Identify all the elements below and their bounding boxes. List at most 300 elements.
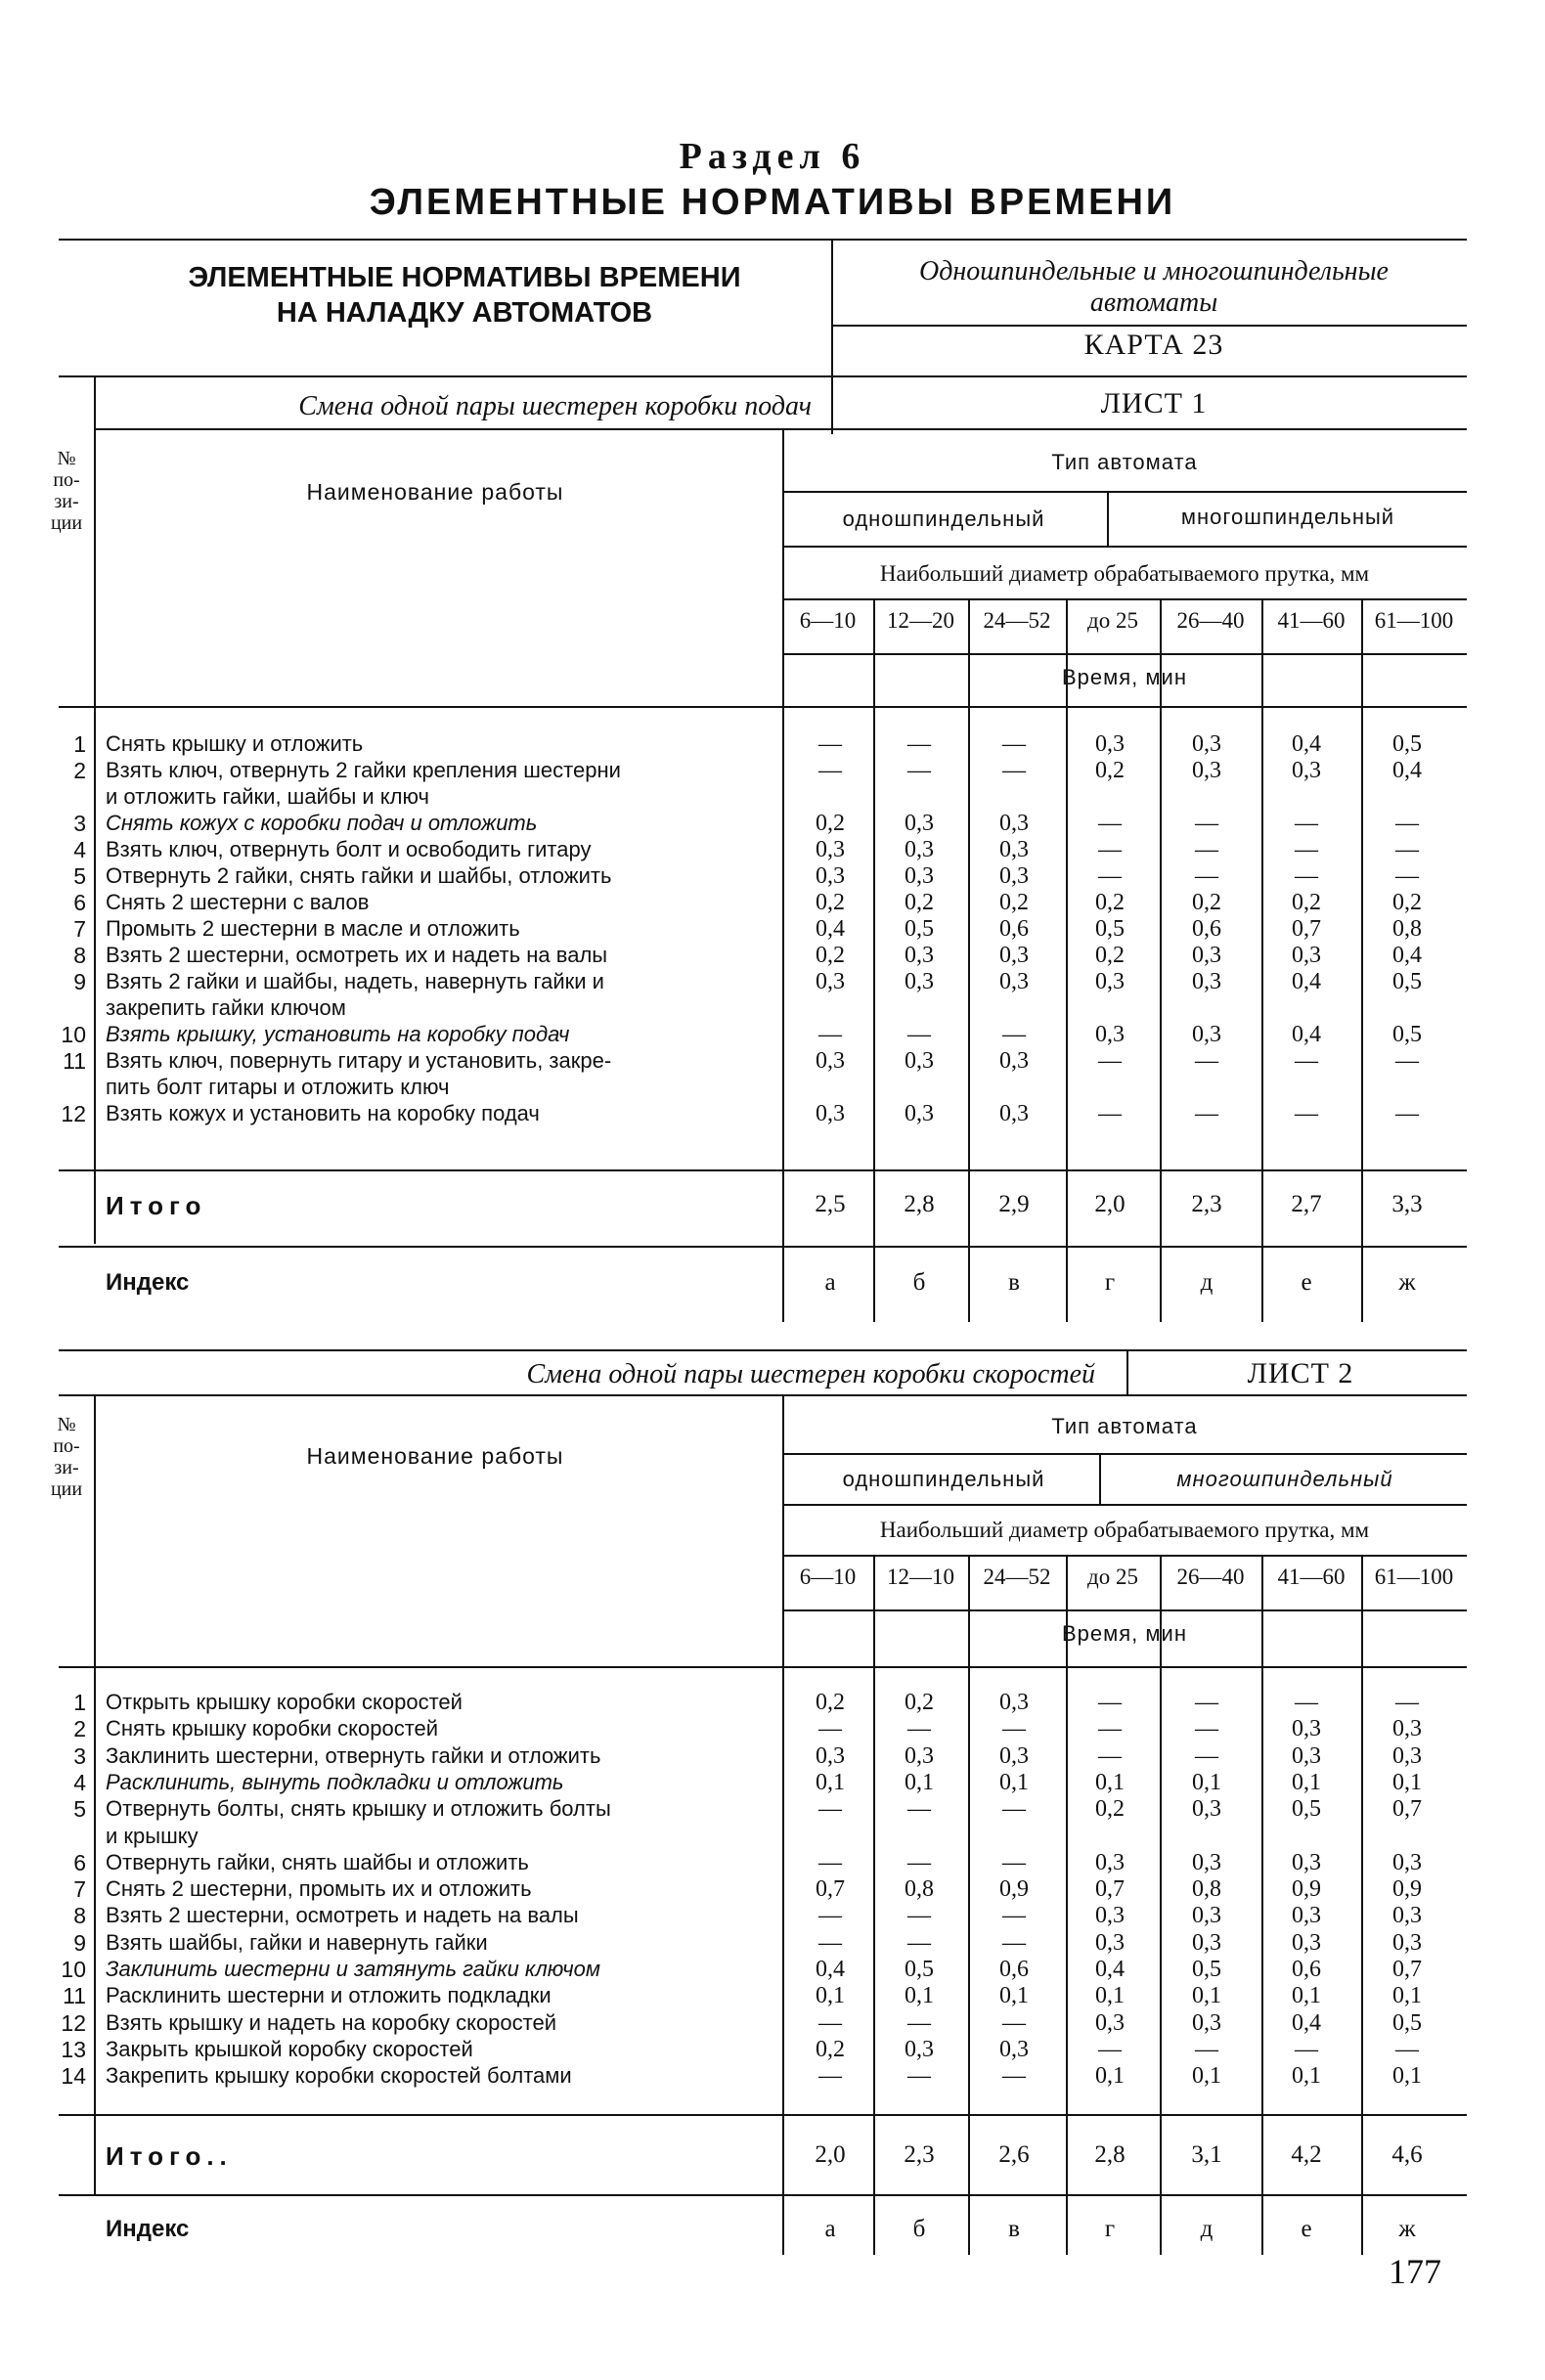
- s1-data-col-line-5: [1361, 598, 1363, 1322]
- work-name: Взять ключ, повернуть гитару и установить, закре-: [106, 1048, 612, 1073]
- time-value: 0,1: [816, 1769, 845, 1795]
- s2-total-1: 2,3: [904, 2141, 935, 2168]
- work-name: Открыть крышку коробки скоростей: [106, 1690, 463, 1714]
- sheet2-title-rule: [59, 1394, 1467, 1396]
- page-number: 177: [1389, 2252, 1441, 2291]
- sheet2-title-divider: [1126, 1349, 1128, 1394]
- sheet2-single-header: одношпиндельный: [842, 1467, 1045, 1491]
- time-value: 0,2: [816, 2036, 845, 2062]
- time-value: —: [818, 1929, 842, 1956]
- time-value: —: [818, 1903, 842, 1929]
- time-value: 0,7: [1392, 1796, 1422, 1823]
- time-value: 0,3: [999, 1048, 1029, 1074]
- sheet1-total-bottom-rule: [59, 1246, 1467, 1248]
- table-row: [0, 1101, 1545, 1126]
- header-right-title: [841, 256, 1467, 319]
- time-value: 0,1: [1292, 1769, 1321, 1795]
- time-value: —: [1295, 837, 1318, 862]
- work-name: Взять ключ, отвернуть болт и освободить гитару: [106, 837, 592, 861]
- time-value: 0,3: [1392, 1903, 1422, 1929]
- time-value: 0,3: [999, 1690, 1029, 1715]
- time-value: —: [1002, 1929, 1026, 1956]
- table-row: [0, 784, 1545, 810]
- time-value: 0,1: [999, 1769, 1029, 1795]
- s2-index-0: а: [824, 2216, 836, 2242]
- s1-data-col-line-3: [1160, 598, 1162, 1322]
- time-value: 0,3: [1292, 1929, 1321, 1956]
- time-value: 0,3: [905, 1742, 934, 1769]
- time-value: —: [1295, 1048, 1318, 1074]
- table-row: [0, 1824, 1545, 1849]
- time-value: —: [1098, 863, 1122, 889]
- time-value: 0,3: [1192, 758, 1221, 783]
- time-value: 0,6: [1292, 1957, 1321, 1982]
- s2-index-5: е: [1301, 2216, 1312, 2242]
- s1-range-1: 12—20: [887, 608, 954, 633]
- time-value: 0,3: [1095, 2009, 1125, 2036]
- sheet1-title: Смена одной пары шестерен коробки подач: [298, 391, 812, 421]
- time-value: 0,5: [905, 1957, 934, 1982]
- time-value: 0,8: [1392, 916, 1422, 942]
- s1-range-2: 24—52: [983, 608, 1051, 633]
- work-name: Отвернуть болты, снять крышку и отложить болты: [106, 1796, 611, 1822]
- time-value: 0,2: [1192, 890, 1221, 915]
- position-number: 12: [61, 1101, 86, 1126]
- sheet2-total-bottom-rule: [59, 2194, 1467, 2196]
- work-name: Снять 2 шестерни с валов: [106, 890, 370, 914]
- position-number: 4: [73, 1769, 86, 1795]
- s1-range-0: 6—10: [799, 608, 857, 633]
- header-left-title-line1: ЭЛЕМЕНТНЫЕ НОРМАТИВЫ ВРЕМЕНИ: [188, 262, 741, 293]
- s2-total-0: 2,0: [815, 2141, 846, 2168]
- time-value: —: [818, 731, 842, 757]
- s1-index-6: ж: [1398, 1269, 1416, 1296]
- s2-total-2: 2,6: [998, 2141, 1030, 2168]
- time-value: 0,5: [1392, 731, 1422, 757]
- time-value: 0,3: [999, 1742, 1029, 1769]
- s1-range-4: 26—40: [1176, 608, 1245, 633]
- time-value: 0,2: [905, 890, 934, 915]
- num-header-l4: ции: [50, 1478, 83, 1500]
- s2-data-col-line-4: [1261, 1555, 1263, 2255]
- position-number: 9: [73, 969, 86, 994]
- s2-data-col-line-0: [873, 1555, 875, 2255]
- time-value: —: [1002, 2063, 1026, 2090]
- time-value: —: [1195, 1716, 1218, 1742]
- work-name: Заклинить шестерни, отвернуть гайки и отложить: [106, 1742, 601, 1768]
- time-value: —: [1098, 837, 1122, 862]
- time-value: 0,3: [1292, 1742, 1321, 1769]
- table-row: [0, 837, 1545, 862]
- work-name: Расклинить шестерни и отложить подкладки: [106, 1983, 552, 2008]
- time-value: 0,3: [905, 863, 934, 889]
- time-value: —: [1098, 1716, 1122, 1742]
- time-value: 0,3: [905, 969, 934, 994]
- position-number: 1: [73, 731, 86, 757]
- position-number: 3: [73, 811, 86, 836]
- position-number: 11: [63, 1983, 86, 2009]
- time-value: 0,3: [1392, 1716, 1422, 1742]
- time-value: 0,3: [1192, 1903, 1221, 1929]
- time-value: 0,3: [905, 2036, 934, 2062]
- position-number: 7: [73, 1876, 86, 1903]
- time-value: 0,2: [816, 1690, 845, 1715]
- sheet2-header-bottom-rule: [59, 1666, 1467, 1668]
- table-row: [0, 1930, 1545, 1956]
- position-number: 3: [73, 1742, 86, 1769]
- time-value: 0,1: [1192, 2063, 1221, 2090]
- table-row: [0, 995, 1545, 1021]
- time-value: 0,4: [1292, 1022, 1321, 1047]
- num-header-l1: №: [57, 448, 76, 469]
- time-value: 0,1: [816, 1983, 845, 2009]
- time-value: 0,2: [905, 1690, 934, 1715]
- time-value: 0,2: [816, 943, 845, 968]
- s2-data-col-line-1: [968, 1555, 970, 2255]
- position-number: 6: [73, 1849, 86, 1875]
- s2-index-1: б: [912, 2216, 926, 2242]
- table-row: [0, 811, 1545, 836]
- time-value: 0,1: [999, 1983, 1029, 2009]
- time-value: 0,3: [905, 811, 934, 836]
- time-value: 0,1: [1192, 1769, 1221, 1795]
- s2-num-col-line: [94, 1394, 96, 2196]
- s1-data-col-line-0: [873, 598, 875, 1322]
- sheet1-title-rule: [94, 428, 1467, 430]
- time-value: —: [1295, 1690, 1318, 1715]
- time-value: 0,3: [1392, 1742, 1422, 1769]
- table-row: [0, 1690, 1545, 1715]
- work-name: Взять 2 шестерни, осмотреть и надеть на валы: [106, 1903, 579, 1928]
- time-value: 0,3: [1292, 1716, 1321, 1742]
- sheet2-type-rule: [782, 1453, 1467, 1455]
- time-value: 0,5: [1292, 1796, 1321, 1823]
- table-row: [0, 1716, 1545, 1741]
- time-value: —: [1098, 2036, 1122, 2062]
- time-value: 0,3: [1095, 731, 1125, 757]
- time-value: —: [1195, 811, 1218, 836]
- s2-index-4: д: [1200, 2216, 1214, 2242]
- num-header-l1: №: [57, 1414, 76, 1435]
- time-value: 0,3: [1192, 943, 1221, 968]
- time-value: 0,3: [999, 811, 1029, 836]
- time-value: 0,4: [1292, 969, 1321, 994]
- header-top-rule: [59, 239, 1467, 241]
- time-value: —: [907, 1716, 931, 1742]
- time-value: 0,2: [1095, 890, 1125, 915]
- s2-total-4: 3,1: [1191, 2141, 1222, 2168]
- table-row: [0, 2037, 1545, 2062]
- s1-range-6: 61—100: [1374, 608, 1454, 633]
- work-name: Снять 2 шестерни, промыть их и отложить: [106, 1876, 532, 1902]
- s2-range-3: до 25: [1087, 1565, 1138, 1589]
- time-value: 0,7: [816, 1876, 845, 1903]
- time-value: 0,3: [905, 1048, 934, 1074]
- table-row: [0, 916, 1545, 942]
- time-value: —: [1002, 1022, 1026, 1047]
- time-value: 0,3: [1292, 758, 1321, 783]
- time-value: 0,2: [1292, 890, 1321, 915]
- time-value: —: [907, 1022, 931, 1047]
- sheet2-group-divider: [1099, 1453, 1101, 1504]
- table-row: [0, 758, 1545, 783]
- s1-data-col-line-1: [968, 598, 970, 1322]
- time-value: 0,1: [1392, 2063, 1422, 2090]
- table-row: [0, 1983, 1545, 2008]
- time-value: 0,1: [1392, 1983, 1422, 2009]
- time-value: 0,9: [1392, 1876, 1422, 1903]
- time-value: 0,3: [999, 969, 1029, 994]
- sheet1-range-rule: [782, 653, 1467, 655]
- time-value: 0,4: [1292, 731, 1321, 757]
- sheet2-time-header: Время, мин: [1062, 1621, 1187, 1646]
- time-value: —: [818, 1849, 842, 1875]
- time-value: —: [907, 1796, 931, 1823]
- position-number: 10: [61, 1022, 86, 1047]
- time-value: 0,9: [999, 1876, 1029, 1903]
- time-value: 0,3: [999, 837, 1029, 862]
- time-value: —: [1195, 2036, 1218, 2062]
- num-header-l3: зи-: [54, 491, 79, 512]
- time-value: —: [1002, 731, 1026, 757]
- time-value: —: [818, 758, 842, 783]
- time-value: —: [1002, 758, 1026, 783]
- position-number: 2: [73, 1716, 86, 1742]
- sheet2-index-label: Индекс: [106, 2216, 190, 2242]
- work-name: Взять ключ, отвернуть 2 гайки крепления шестерни: [106, 758, 621, 782]
- time-value: —: [818, 2063, 842, 2090]
- time-value: —: [1395, 1690, 1419, 1715]
- sheet2-multi-header: многошпиндельный: [1176, 1467, 1393, 1491]
- work-name: Отвернуть 2 гайки, снять гайки и шайбы, отложить: [106, 863, 612, 888]
- position-number: 6: [73, 890, 86, 915]
- time-value: 0,6: [1192, 916, 1221, 942]
- s2-range-6: 61—100: [1374, 1565, 1454, 1589]
- time-value: 0,2: [1095, 758, 1125, 783]
- time-value: 0,3: [1292, 943, 1321, 968]
- header-right-line2: автоматы: [1089, 287, 1218, 318]
- time-value: —: [907, 1929, 931, 1956]
- table-row: [0, 1770, 1545, 1795]
- sheet1-header-bottom-rule: [59, 706, 1467, 708]
- time-value: —: [1395, 837, 1419, 862]
- time-value: 0,2: [999, 890, 1029, 915]
- sheet2-diameter-rule: [782, 1555, 1467, 1557]
- time-value: —: [1195, 1690, 1218, 1715]
- s2-index-3: г: [1104, 2216, 1116, 2242]
- s2-name-col-line: [782, 1394, 784, 2255]
- time-value: 0,3: [816, 1742, 845, 1769]
- time-value: 0,2: [1392, 890, 1422, 915]
- time-value: —: [1395, 1048, 1419, 1074]
- time-value: —: [818, 1796, 842, 1823]
- s1-index-5: е: [1301, 1269, 1312, 1296]
- position-number: 8: [73, 943, 86, 968]
- time-value: 0,3: [816, 1101, 845, 1126]
- time-value: 0,3: [1095, 969, 1125, 994]
- s1-range-5: 41—60: [1277, 608, 1346, 633]
- time-value: 0,3: [905, 837, 934, 862]
- time-value: 0,3: [816, 1048, 845, 1074]
- time-value: 0,3: [905, 1101, 934, 1126]
- work-name: Взять шайбы, гайки и навернуть гайки: [106, 1929, 488, 1955]
- time-value: —: [1395, 2036, 1419, 2062]
- time-value: 0,1: [1292, 2063, 1321, 2090]
- time-value: 0,1: [905, 1769, 934, 1795]
- sheet2-type-header: Тип автомата: [1051, 1414, 1198, 1438]
- time-value: 0,7: [1392, 1957, 1422, 1982]
- s1-total-6: 3,3: [1391, 1191, 1423, 1217]
- time-value: 0,3: [1392, 1849, 1422, 1875]
- s2-range-0: 6—10: [799, 1565, 857, 1589]
- time-value: —: [907, 758, 931, 783]
- s1-index-1: б: [912, 1269, 926, 1296]
- time-value: 0,3: [1292, 1849, 1321, 1875]
- s1-index-4: д: [1200, 1269, 1214, 1296]
- time-value: 0,7: [1292, 916, 1321, 942]
- time-value: 0,1: [1095, 2063, 1125, 2090]
- sheet1-type-header: Тип автомата: [1051, 450, 1198, 474]
- time-value: 0,1: [1192, 1983, 1221, 2009]
- s1-name-col-line: [782, 428, 784, 1322]
- time-value: —: [1002, 1716, 1026, 1742]
- work-name: Взять крышку и надеть на коробку скоростей: [106, 2009, 557, 2035]
- s1-total-0: 2,5: [815, 1191, 846, 1217]
- time-value: 0,5: [1192, 1957, 1221, 1982]
- table-row: [0, 1743, 1545, 1769]
- time-value: —: [1002, 1903, 1026, 1929]
- time-value: 0,5: [905, 916, 934, 942]
- time-value: —: [907, 1903, 931, 1929]
- work-name: Промыть 2 шестерни в масле и отложить: [106, 916, 520, 941]
- time-value: 0,3: [999, 863, 1029, 889]
- position-number: 13: [61, 2036, 86, 2062]
- work-name: Заклинить шестерни и затянуть гайки ключом: [106, 1957, 600, 1981]
- position-number: 11: [63, 1048, 86, 1074]
- time-value: 0,6: [999, 916, 1029, 942]
- time-value: —: [1098, 1048, 1122, 1074]
- time-value: 0,8: [1192, 1876, 1221, 1903]
- time-value: —: [907, 2009, 931, 2036]
- work-name: Расклинить, вынуть подкладки и отложить: [106, 1769, 564, 1794]
- table-row: [0, 863, 1545, 889]
- s1-total-4: 2,3: [1191, 1191, 1222, 1217]
- position-number: 10: [61, 1957, 86, 1982]
- time-value: —: [1098, 1101, 1122, 1126]
- time-value: 0,3: [1095, 1022, 1125, 1047]
- time-value: —: [1002, 2009, 1026, 2036]
- table-row: [0, 890, 1545, 915]
- time-value: —: [1098, 1690, 1122, 1715]
- work-name: Взять 2 шестерни, осмотреть их и надеть на валы: [106, 943, 608, 967]
- s1-total-3: 2,0: [1094, 1191, 1126, 1217]
- position-number: 14: [61, 2063, 86, 2090]
- time-value: 0,3: [999, 2036, 1029, 2062]
- time-value: 0,3: [1192, 1929, 1221, 1956]
- time-value: —: [1195, 863, 1218, 889]
- section-title: ЭЛЕМЕНТНЫЕ НОРМАТИВЫ ВРЕМЕНИ: [369, 182, 1176, 223]
- table-row: [0, 1048, 1545, 1074]
- s1-range-3: до 25: [1087, 608, 1138, 633]
- position-number: 9: [73, 1929, 86, 1956]
- time-value: 0,4: [816, 916, 845, 942]
- s1-data-col-line-2: [1066, 598, 1068, 1322]
- sheet2-total-top-rule: [59, 2114, 1467, 2116]
- time-value: 0,3: [1192, 1022, 1221, 1047]
- sheet1-index-label: Индекс: [106, 1269, 190, 1296]
- time-value: 0,3: [999, 943, 1029, 968]
- work-name: закрепить гайки ключом: [106, 995, 346, 1020]
- sheet1-group-divider: [1107, 491, 1109, 546]
- position-number: 5: [73, 863, 86, 889]
- work-name: Взять 2 гайки и шайбы, надеть, навернуть гайки и: [106, 969, 604, 993]
- time-value: —: [1002, 1796, 1026, 1823]
- time-value: 0,3: [1192, 2009, 1221, 2036]
- time-value: 0,3: [1192, 1849, 1221, 1875]
- time-value: —: [818, 2009, 842, 2036]
- table-row: [0, 1850, 1545, 1875]
- time-value: 0,3: [1192, 1796, 1221, 1823]
- time-value: —: [1295, 863, 1318, 889]
- time-value: —: [907, 731, 931, 757]
- time-value: 0,3: [1392, 1929, 1422, 1956]
- sheet2-group-rule: [782, 1504, 1467, 1506]
- sheet1-name-header: Наименование работы: [306, 479, 564, 505]
- table-row: [0, 1075, 1545, 1100]
- time-value: 0,3: [816, 837, 845, 862]
- s2-data-col-line-2: [1066, 1555, 1068, 2255]
- sheet1-single-header: одношпиндельный: [842, 507, 1045, 531]
- s1-index-2: в: [1008, 1269, 1020, 1296]
- s2-index-2: в: [1008, 2216, 1020, 2242]
- table-row: [0, 1903, 1545, 1928]
- position-number: 1: [73, 1690, 86, 1715]
- time-value: 0,1: [1095, 1983, 1125, 2009]
- num-header-l2: по-: [53, 469, 80, 491]
- table-row: [0, 1796, 1545, 1822]
- time-value: 0,3: [1192, 969, 1221, 994]
- s2-total-5: 4,2: [1291, 2141, 1322, 2168]
- time-value: —: [1295, 1101, 1318, 1126]
- time-value: —: [1098, 811, 1122, 836]
- sheet2-name-header: Наименование работы: [306, 1443, 564, 1469]
- num-header-l3: зи-: [54, 1457, 79, 1478]
- time-value: 0,3: [1095, 1849, 1125, 1875]
- sheet2-total-label: Итого..: [106, 2141, 233, 2171]
- time-value: —: [1295, 2036, 1318, 2062]
- time-value: —: [1195, 1101, 1218, 1126]
- time-value: 0,2: [816, 811, 845, 836]
- time-value: 0,3: [1095, 1903, 1125, 1929]
- work-name: пить болт гитары и отложить ключ: [106, 1075, 450, 1099]
- work-name: Закрыть крышкой коробку скоростей: [106, 2036, 473, 2061]
- sheet1-total-label: Итого: [106, 1191, 207, 1220]
- time-value: 0,4: [1392, 758, 1422, 783]
- table-row: [0, 1876, 1545, 1902]
- num-header-l2: по-: [53, 1435, 80, 1457]
- time-value: 0,6: [999, 1957, 1029, 1982]
- s2-total-3: 2,8: [1094, 2141, 1126, 2168]
- time-value: 0,9: [1292, 1876, 1321, 1903]
- time-value: —: [818, 1022, 842, 1047]
- time-value: 0,4: [1292, 2009, 1321, 2036]
- time-value: —: [1395, 1101, 1419, 1126]
- time-value: 0,8: [905, 1876, 934, 1903]
- position-number: 8: [73, 1903, 86, 1929]
- time-value: —: [1002, 1849, 1026, 1875]
- s1-total-2: 2,9: [998, 1191, 1030, 1217]
- header-divider: [831, 239, 833, 434]
